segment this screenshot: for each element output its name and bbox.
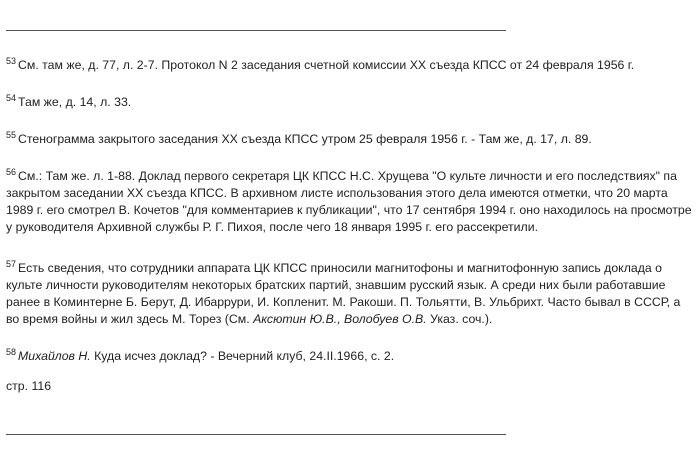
top-divider bbox=[6, 30, 506, 31]
footnote-text-line: ранее в Коминтерне Б. Берут, Д. Ибаррури, И. Копленит. М. Ракоши. П. Тольятти, В. Ульбрихт. Часто бывал в СССР, а bbox=[6, 295, 681, 309]
footnote-58 bbox=[6, 348, 700, 365]
footnote-56 bbox=[6, 168, 700, 236]
footnote-number: 53 bbox=[6, 56, 17, 66]
footnote-number: 57 bbox=[6, 259, 17, 269]
page-number: стр. 116 bbox=[6, 379, 52, 393]
footnote-53 bbox=[6, 57, 700, 74]
footnote-number: 54 bbox=[6, 93, 17, 103]
footnote-author-name: Михайлов Н. bbox=[18, 349, 91, 363]
footnote-text-line: у руководителя Архивной службы Р. Г. Пихоя, после чего 18 января 1995 г. его рассекретили. bbox=[6, 220, 539, 234]
footnote-text-line: См.: Там же. л. 1-88. Доклад первого секретаря ЦК КПСС Н.С. Хрущева "О культе личности и его последствиях" па bbox=[18, 169, 677, 183]
footnote-text-line: Указ. соч.). bbox=[426, 312, 493, 326]
footnote-number: 56 bbox=[6, 167, 17, 177]
footnote-text-line: во время войны и жил здесь М. Торез (См. bbox=[6, 312, 254, 326]
bottom-divider bbox=[6, 434, 506, 435]
footnote-57 bbox=[6, 260, 700, 328]
footnote-text: Стенограмма закрытого заседания XX съезда КПСС утром 25 февраля 1956 г. - Там же, д. 17, л. 89. bbox=[18, 132, 592, 146]
footnote-number: 55 bbox=[6, 130, 17, 140]
footnote-author-names: Аксютин Ю.В., Волобуев О.В. bbox=[253, 312, 427, 326]
footnote-text-line: культе личности руководителям некоторых братских партий, знавшим русский язык. А среди них были работавшие bbox=[6, 278, 666, 292]
footnote-text: См. там же, д. 77, л. 2-7. Протокол N 2 заседания счетной комиссии XX съезда КПСС от 24 февраля 1956 г. bbox=[18, 58, 635, 72]
footnote-55 bbox=[6, 131, 700, 148]
footnote-text-line: закрытом заседании XX съезда КПСС. В архивном листе использования этого дела имеются отметки, что 20 марта bbox=[6, 186, 668, 200]
footnote-54 bbox=[6, 94, 700, 111]
footnote-text: Куда исчез доклад? - Вечерний клуб, 24.II.1966, с. 2. bbox=[90, 349, 395, 363]
footnote-number: 58 bbox=[6, 347, 17, 357]
footnote-text-line: 1989 г. его смотрел В. Кочетов "для комментариев к публикации", что 17 сентября 1994 г. оно находилось на просмотре bbox=[6, 203, 692, 217]
footnote-text-line: Есть сведения, что сотрудники аппарата ЦК КПСС приносили магнитофоны и магнитофонную запись доклада о bbox=[18, 261, 662, 275]
footnote-text: Там же, д. 14, л. 33. bbox=[18, 95, 132, 109]
